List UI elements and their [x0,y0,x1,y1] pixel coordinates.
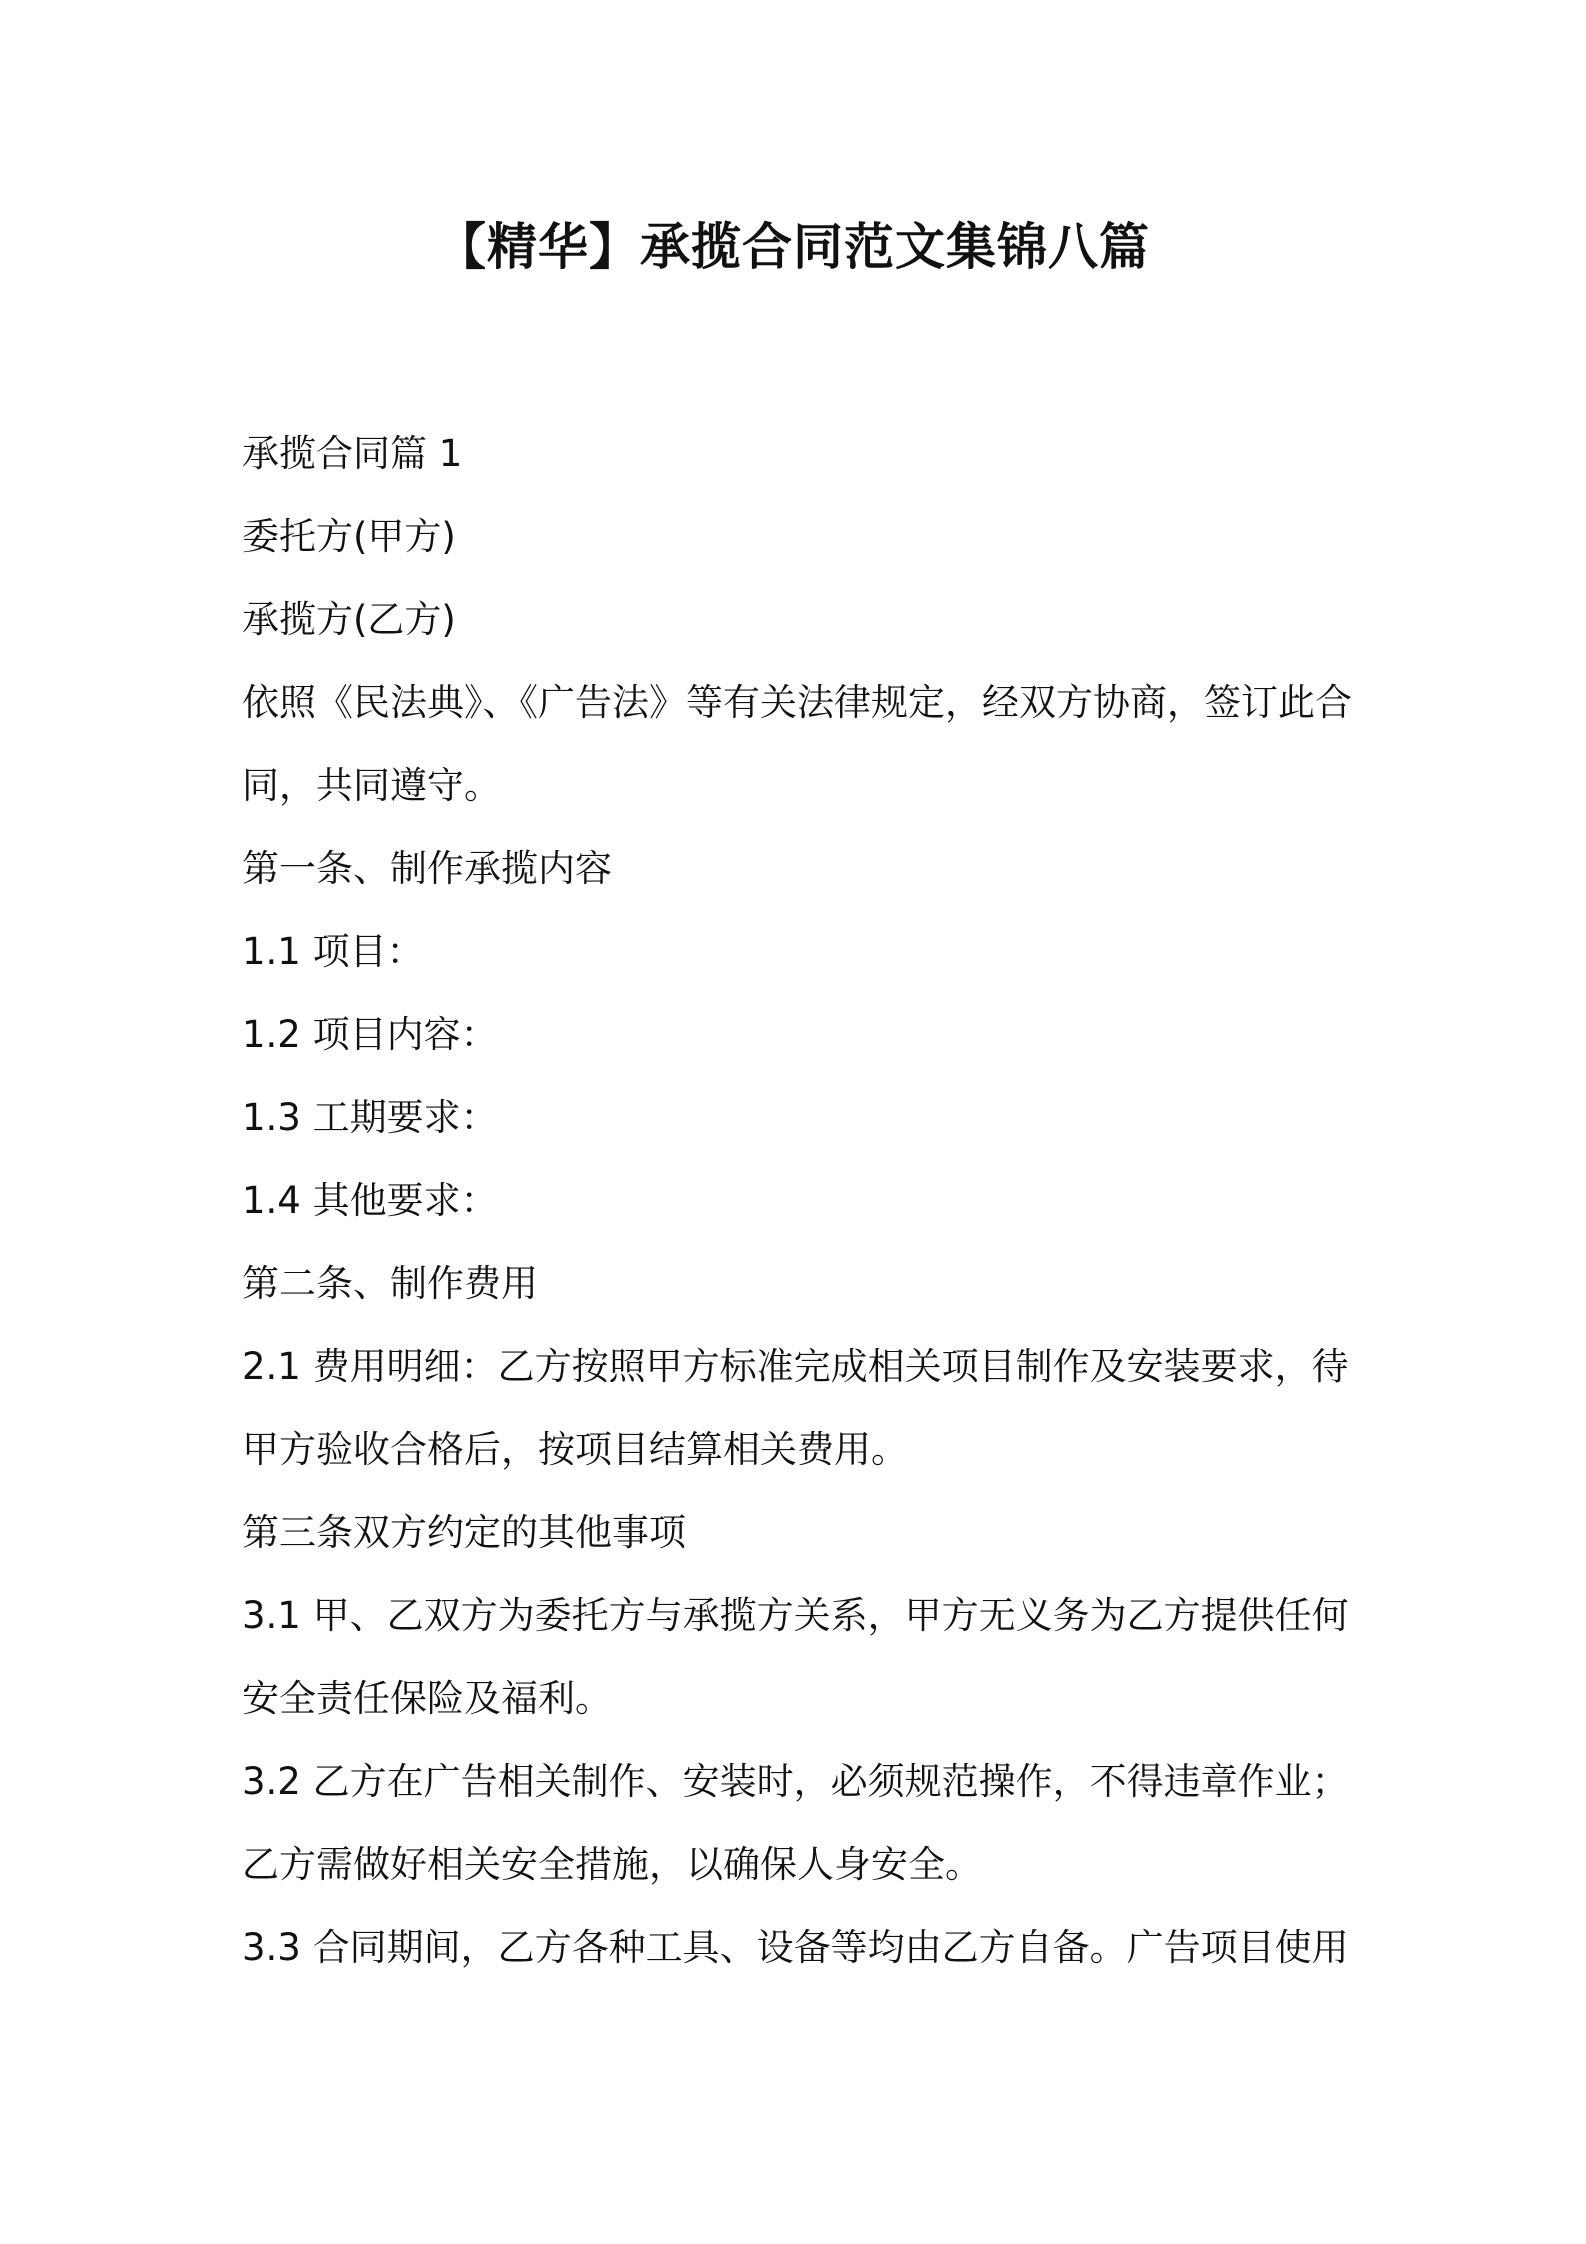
clause-line: 1.2 项目内容： [242,1013,498,1056]
document-body [242,412,1352,1989]
party-b-line: 承揽方(乙方) [242,598,456,641]
clause-line: 3.1 甲、乙双方为委托方与承揽方关系，甲方无义务为乙方提供任何 [242,1594,1349,1637]
clause-line: 2.1 费用明细：乙方按照甲方标准完成相关项目制作及安装要求，待 [242,1345,1349,1388]
clause-line: 安全责任保险及福利。 [242,1677,612,1720]
section-heading: 承揽合同篇 1 [242,432,463,475]
clause-line: 1.4 其他要求： [242,1179,498,1222]
article-heading: 第一条、制作承揽内容 [242,847,612,890]
body-line: 同，共同遵守。 [242,764,501,807]
clause-line: 1.1 项目： [242,930,424,973]
article-heading: 第二条、制作费用 [242,1262,538,1305]
clause-line: 甲方验收合格后，按项目结算相关费用。 [242,1428,908,1471]
body-line: 依照《民法典》、《广告法》等有关法律规定，经双方协商，签订此合 [242,681,1352,724]
clause-line: 乙方需做好相关安全措施，以确保人身安全。 [242,1843,982,1886]
article-heading: 第三条双方约定的其他事项 [242,1511,686,1554]
party-a-line: 委托方(甲方) [242,515,456,558]
clause-line: 3.3 合同期间，乙方各种工具、设备等均由乙方自备。广告项目使用 [242,1926,1349,1969]
clause-line: 1.3 工期要求： [242,1096,498,1139]
clause-line: 3.2 乙方在广告相关制作、安装时，必须规范操作，不得违章作业； [242,1760,1349,1803]
document-title: 【精华】承揽合同范文集锦八篇 [436,218,1150,276]
